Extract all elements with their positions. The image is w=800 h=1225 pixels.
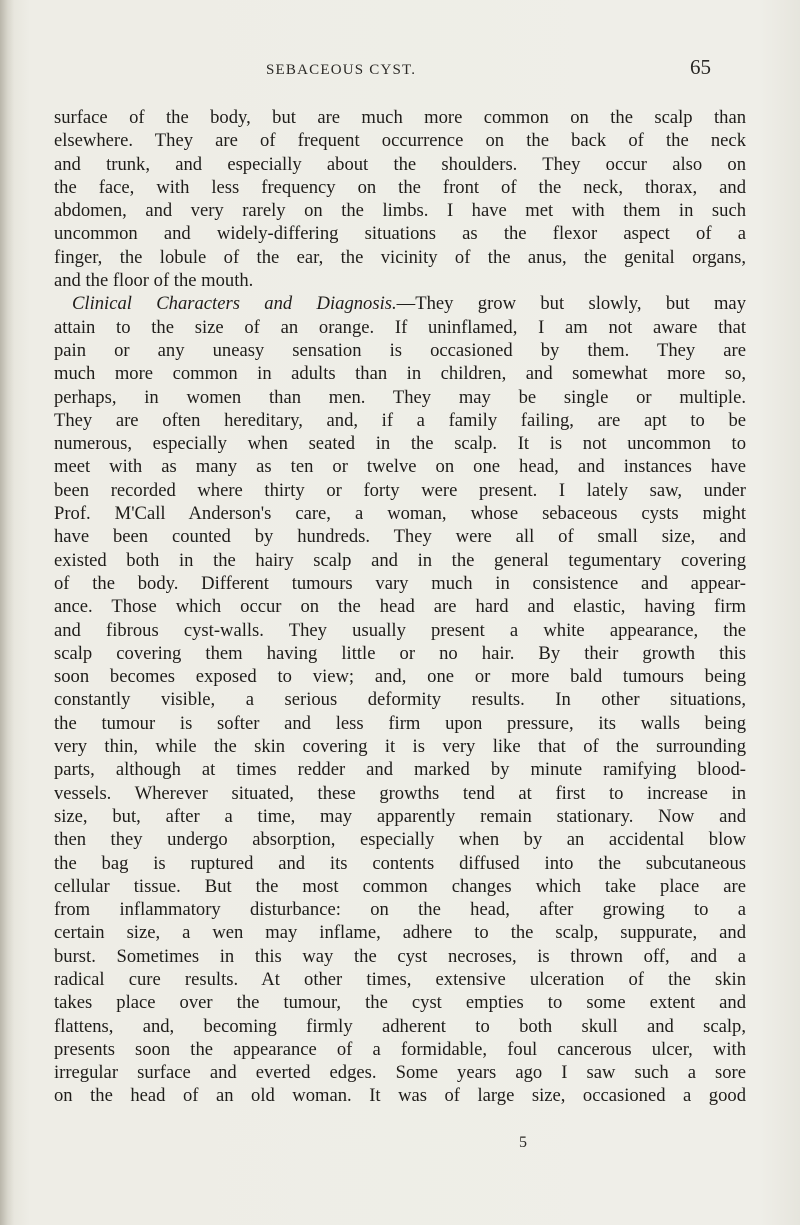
text-line: the tumour is softer and less firm upon pressure, its walls being xyxy=(54,712,746,734)
text-line: attain to the size of an orange. If uninflamed, I am not aware that xyxy=(54,316,746,338)
text-line: They grow but slowly, but may xyxy=(415,293,746,315)
text-line: radical cure results. At other times, extensive ulceration of the skin xyxy=(54,968,746,990)
text-line: the bag is ruptured and its contents diffused into the subcutaneous xyxy=(54,852,746,874)
text-line: and the floor of the mouth. xyxy=(54,270,254,292)
text-line: vessels. Wherever situated, these growths tend at first to increase in xyxy=(54,782,746,804)
section-heading: Clinical Characters and Diagnosis. xyxy=(72,293,397,315)
text-line: parts, although at times redder and marked by minute ramifying blood- xyxy=(54,759,746,781)
text-line: takes place over the tumour, the cyst empties to some extent and xyxy=(54,992,746,1014)
text-line: constantly visible, a serious deformity results. In other situations, xyxy=(54,689,746,711)
text-line: much more common in adults than in children, and somewhat more so, xyxy=(54,363,746,385)
signature-mark: 5 xyxy=(519,1134,527,1151)
section-heading-line: Clinical Characters and Diagnosis.—They grow but slowly, but may xyxy=(72,293,746,315)
text-line: surface of the body, but are much more common on the scalp than xyxy=(54,107,746,128)
text-line: cellular tissue. But the most common changes which take place are xyxy=(54,875,746,897)
text-line: scalp covering them having little or no hair. By their growth this xyxy=(54,642,746,664)
text-line: elsewhere. They are of frequent occurrence on the back of the neck xyxy=(54,130,746,152)
text-line: from inflammatory disturbance: on the head, after growing to a xyxy=(54,899,746,921)
text-line: been recorded where thirty or forty were present. I lately saw, under xyxy=(54,479,746,501)
text-line: They are often hereditary, and, if a family failing, are apt to be xyxy=(54,409,746,431)
text-line: and trunk, and especially about the shoulders. They occur also on xyxy=(54,153,746,175)
text-line: presents soon the appearance of a formidable, foul cancerous ulcer, with xyxy=(54,1038,746,1060)
text-line: abdomen, and very rarely on the limbs. I have met with them in such xyxy=(54,200,746,222)
text-line: size, but, after a time, may apparently remain stationary. Now and xyxy=(54,805,746,827)
text-line: pain or any uneasy sensation is occasioned by them. They are xyxy=(54,339,746,361)
text-line: existed both in the hairy scalp and in the general tegumentary covering xyxy=(54,549,746,571)
text-line: certain size, a wen may inflame, adhere to the scalp, suppurate, and xyxy=(54,922,746,944)
running-head: SEBACEOUS CYST. xyxy=(266,62,417,78)
body-text xyxy=(54,106,746,1108)
text-line: soon becomes exposed to view; and, one or more bald tumours being xyxy=(54,666,746,688)
text-line: Prof. M'Call Anderson's care, a woman, whose sebaceous cysts might xyxy=(54,503,746,525)
text-line: finger, the lobule of the ear, the vicinity of the anus, the genital organs, xyxy=(54,246,746,268)
text-line: meet with as many as ten or twelve on one head, and instances have xyxy=(54,456,746,478)
text-line: very thin, while the skin covering it is very like that of the surrounding xyxy=(54,736,746,758)
text-line: on the head of an old woman. It was of large size, occasioned a good xyxy=(54,1085,746,1107)
text-line: perhaps, in women than men. They may be single or multiple. xyxy=(54,386,746,408)
text-line: the face, with less frequency on the front of the neck, thorax, and xyxy=(54,176,746,198)
text-line: then they undergo absorption, especially when by an accidental blow xyxy=(54,829,746,851)
text-line: numerous, especially when seated in the scalp. It is not uncommon to xyxy=(54,433,746,455)
text-line: of the body. Different tumours vary much in consistence and appear- xyxy=(54,572,746,594)
binding-shadow xyxy=(0,0,14,1225)
text-line: irregular surface and everted edges. Some years ago I saw such a sore xyxy=(54,1062,746,1084)
page-number: 65 xyxy=(690,55,711,79)
text-line: flattens, and, becoming firmly adherent to both skull and scalp, xyxy=(54,1015,746,1037)
text-line: ance. Those which occur on the head are hard and elastic, having firm xyxy=(54,596,746,618)
text-line: and fibrous cyst-walls. They usually present a white appearance, the xyxy=(54,619,746,641)
text-line: burst. Sometimes in this way the cyst necroses, is thrown off, and a xyxy=(54,945,746,967)
text-line: uncommon and widely-differing situations as the flexor aspect of a xyxy=(54,223,746,245)
text-line: have been counted by hundreds. They were all of small size, and xyxy=(54,526,746,548)
